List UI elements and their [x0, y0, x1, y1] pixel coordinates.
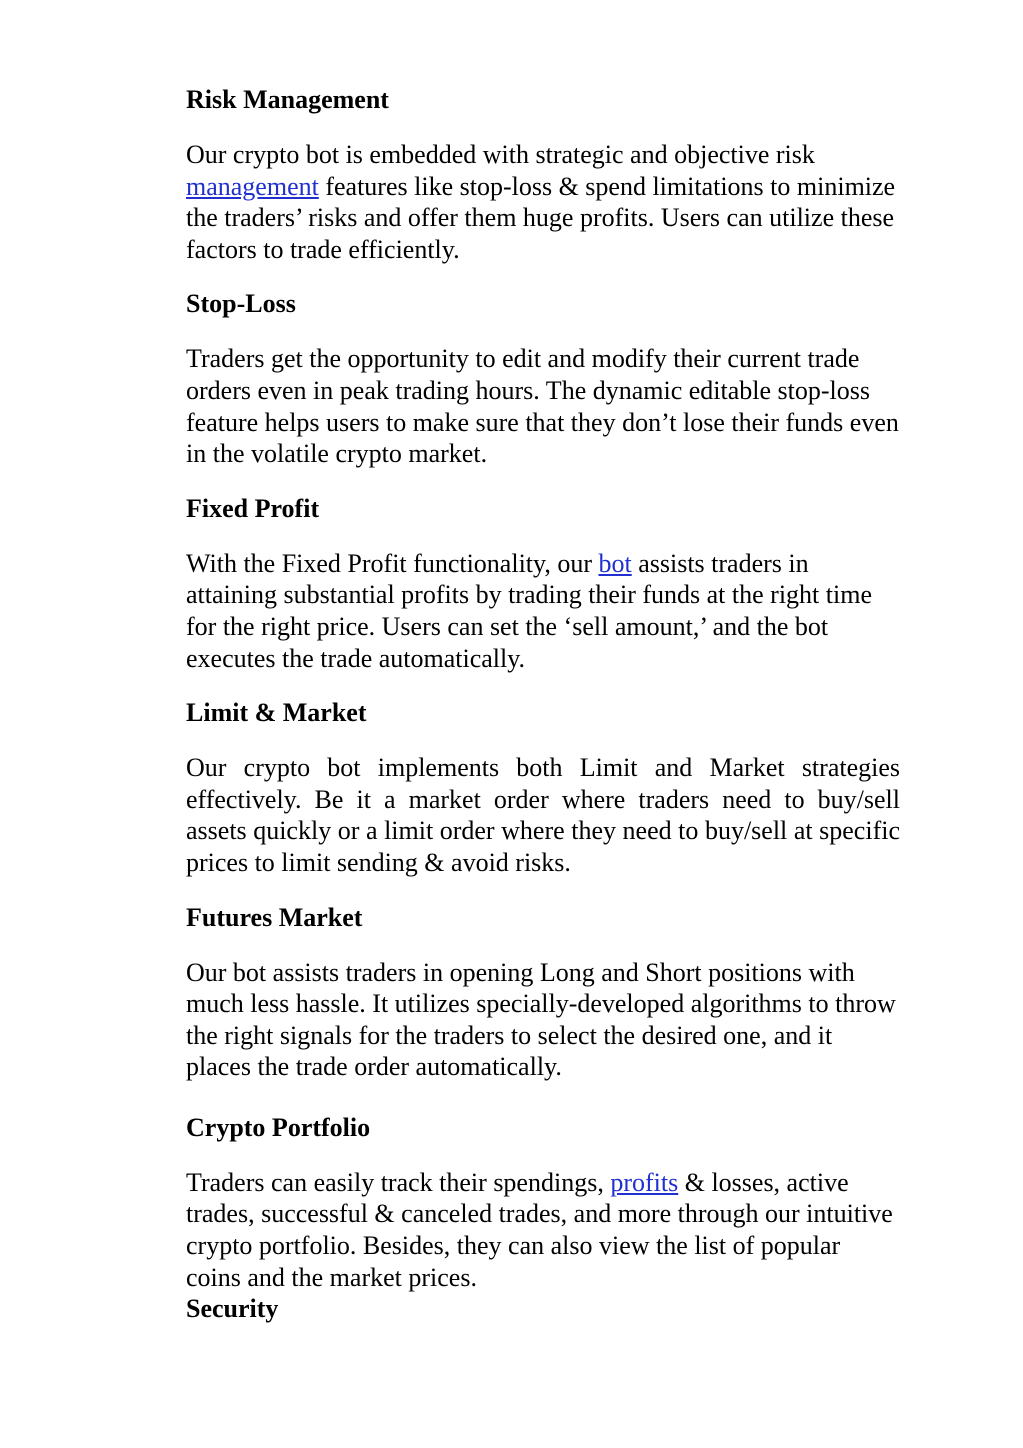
heading-fixed-profit: Fixed Profit: [186, 493, 320, 523]
document-page: [186, 84, 900, 1348]
profits-link[interactable]: profits: [610, 1167, 679, 1197]
paragraph-text: Our crypto bot is embedded with strategic and objective risk: [186, 140, 815, 169]
management-link[interactable]: management: [186, 171, 319, 201]
heading-risk-management: Risk Management: [186, 85, 389, 114]
heading-crypto-portfolio: Crypto Portfolio: [186, 1112, 371, 1142]
paragraph-stop-loss: Traders get the opportunity to edit and modify their current trade orders even in peak trading hours. The dynamic editable stop-loss feature helps users to make sure that they don’t lose their funds even in the volatile crypto market.: [186, 344, 899, 469]
heading-limit-market: Limit & Market: [186, 698, 367, 728]
paragraph-text: assists traders in attaining substantial profits by trading their funds at the right time for the right price. Users can set the ‘sell amount,’ and the bot executes the trade automatically.: [186, 548, 872, 673]
paragraph-limit-market: Our crypto bot implements both Limit and Market strategies effectively. Be it a market order where traders need to buy/sell assets quickly or a limit order where they need to buy/sell at specific prices to limit sending & avoid risks.: [186, 753, 900, 877]
paragraph-fixed-profit: [186, 548, 900, 674]
bot-link[interactable]: bot: [598, 548, 632, 578]
heading-futures-market: Futures Market: [186, 902, 363, 932]
paragraph-futures-market: Our bot assists traders in opening Long and Short positions with much less hassle. It utilizes specially-developed algorithms to throw the right signals for the traders to select the desired one, and it places the trade order automatically.: [186, 957, 896, 1082]
paragraph-text: Traders can easily track their spendings,: [186, 1167, 611, 1197]
paragraph-crypto-portfolio: [186, 1167, 900, 1293]
paragraph-text: & losses, active trades, successful & canceled trades, and more through our intuitive crypto portfolio. Besides, they can also view the list of popular coins and the market prices.: [186, 1167, 893, 1292]
heading-security: Security: [186, 1294, 279, 1324]
paragraph-text: features like stop-loss & spend limitations to minimize the traders’ risks and offer them huge profits. Users can utilize these factors to trade efficiently.: [186, 171, 896, 264]
paragraph-risk-management: [186, 139, 900, 265]
heading-stop-loss: Stop-Loss: [186, 289, 296, 319]
paragraph-text: With the Fixed Profit functionality, our: [186, 548, 599, 578]
